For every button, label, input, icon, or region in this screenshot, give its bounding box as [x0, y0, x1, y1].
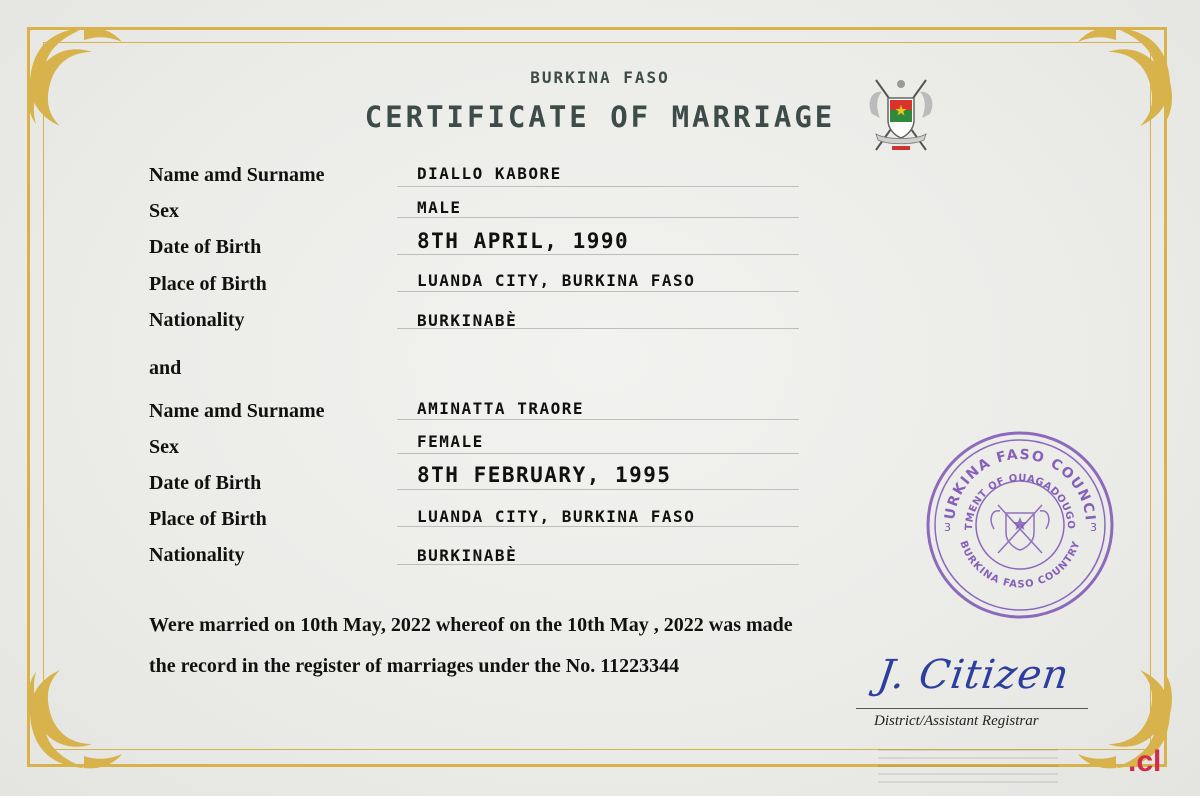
seal-inner-text: TMENT OF OUAGADOUGO — [963, 472, 1077, 531]
label-nationality-2: Nationality — [149, 544, 245, 566]
label-nationality-1: Nationality — [149, 309, 245, 331]
value-pob-1: LUANDA CITY, BURKINA FASO — [417, 271, 696, 290]
value-pob-2: LUANDA CITY, BURKINA FASO — [417, 507, 696, 526]
corner-ornament-bottom-left — [22, 664, 132, 774]
svg-text:BURKINA FASO COUNTRY — [957, 539, 1082, 590]
svg-text:3: 3 — [944, 521, 951, 534]
seal-outer-text: URKINA FASO COUNCI — [942, 446, 1098, 523]
value-sex-2: FEMALE — [417, 432, 484, 451]
signature-line — [856, 708, 1088, 709]
value-nationality-1: BURKINABÈ — [417, 311, 518, 330]
rule-pob-1 — [397, 291, 799, 292]
label-and: and — [149, 357, 182, 379]
coat-of-arms-icon — [862, 74, 940, 156]
label-sex-2: Sex — [149, 436, 179, 458]
corner-ornament-bottom-right — [1068, 664, 1178, 774]
rule-pob-2 — [397, 526, 799, 527]
label-pob-1: Place of Birth — [149, 273, 267, 295]
label-pob-2: Place of Birth — [149, 508, 267, 530]
value-dob-1: 8TH APRIL, 1990 — [417, 229, 630, 253]
value-nationality-2: BURKINABÈ — [417, 546, 518, 565]
label-name-2: Name amd Surname — [149, 400, 325, 422]
registrar-title: District/Assistant Registrar — [874, 713, 1039, 729]
value-dob-2: 8TH FEBRUARY, 1995 — [417, 463, 672, 487]
label-name-1: Name amd Surname — [149, 164, 325, 186]
country-heading: BURKINA FASO — [530, 68, 670, 87]
watermark-text: .cl — [1128, 745, 1162, 778]
svg-text:3: 3 — [1090, 521, 1097, 534]
registrar-signature: J. Citizen — [874, 652, 1073, 698]
rule-nationality-1 — [397, 328, 799, 329]
rule-name-1 — [397, 186, 799, 187]
rule-dob-2 — [397, 489, 799, 490]
value-sex-1: MALE — [417, 198, 462, 217]
label-sex-1: Sex — [149, 200, 179, 222]
value-name-2: AMINATTA TRAORE — [417, 399, 584, 418]
rule-dob-1 — [397, 254, 799, 255]
rule-name-2 — [397, 419, 799, 420]
label-dob-1: Date of Birth — [149, 236, 262, 258]
council-seal-stamp — [924, 429, 1116, 621]
rule-nationality-2 — [397, 564, 799, 565]
marriage-statement-line-2: the record in the register of marriages under the No. 11223344 — [149, 655, 680, 677]
seal-bottom-text: BURKINA FASO COUNTRY — [957, 539, 1083, 591]
certificate-title: CERTIFICATE OF MARRIAGE — [364, 100, 836, 134]
inner-gold-border — [43, 42, 1151, 750]
value-name-1: DIALLO KABORE — [417, 164, 562, 183]
faded-bleed-through — [878, 743, 1058, 783]
label-dob-2: Date of Birth — [149, 472, 262, 494]
rule-sex-2 — [397, 453, 799, 454]
marriage-statement-line-1: Were married on 10th May, 2022 whereof on the 10th May , 2022 was made — [149, 614, 793, 636]
rule-sex-1 — [397, 217, 799, 218]
